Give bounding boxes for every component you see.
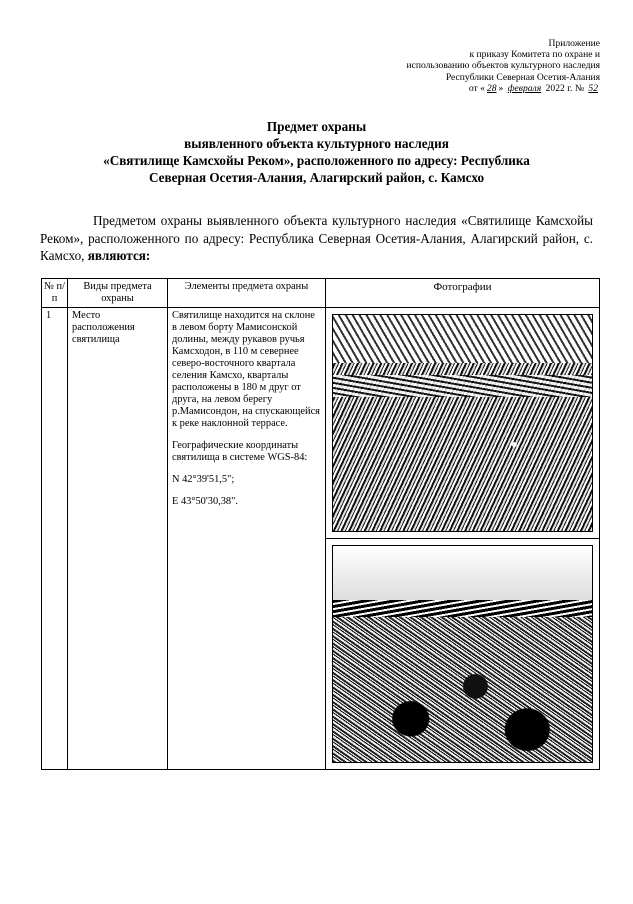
header-types: Виды предмета охраны — [68, 279, 168, 308]
cell-elements — [168, 308, 326, 770]
table-header-row — [42, 279, 600, 308]
header-num: № п/п — [42, 279, 68, 308]
protection-table — [41, 278, 600, 770]
coords-label: Географические координаты святилища в системе WGS-84: — [172, 440, 308, 463]
cell-num: 1 — [42, 308, 68, 770]
header-elements: Элементы предмета охраны — [168, 279, 326, 308]
order-number: 52 — [588, 82, 598, 94]
title-line-1: Предмет охраны — [266, 119, 367, 134]
longitude: E 43°50'30,38". — [172, 496, 238, 507]
intro-text: Предметом охраны выявленного объекта культурного наследия «Святилище Камсхойы Реком», расположенного по адресу: Республика Северная Осетия-Алания, Алагирский район, с. Камсхо, — [40, 213, 593, 263]
date-year: 2022 г. № — [545, 82, 584, 94]
cell-photo-2 — [326, 539, 600, 770]
table-row — [42, 308, 600, 539]
intro-bold-tail: являются: — [84, 248, 151, 263]
cell-type: Место расположения святилища — [68, 308, 168, 770]
date-month: февраля — [507, 82, 542, 94]
rocks-photo — [332, 545, 593, 763]
appendix-line-4: Республики Северная Осетия-Алания — [445, 71, 600, 83]
title-line-3: «Святилище Камсхойы Реком», расположенного по адресу: Республика — [103, 153, 530, 168]
cell-photo-1 — [326, 308, 600, 539]
header-photos: Фотографии — [326, 279, 600, 308]
appendix-date-line — [340, 83, 600, 94]
appendix-line-2: к приказу Комитета по охране и — [469, 49, 600, 61]
appendix-line-3: использованию объектов культурного наследия — [406, 60, 600, 72]
appendix-block — [340, 38, 600, 94]
appendix-line-1: Приложение — [548, 38, 600, 49]
latitude: N 42°39'51,5"; — [172, 474, 235, 485]
intro-paragraph — [40, 212, 593, 265]
date-day: 28 — [486, 82, 497, 94]
title-line-4: Северная Осетия-Алания, Алагирский район, с. Камсхо — [148, 170, 485, 185]
location-description: Святилище находится на склоне в левом борту Мамисонской долины, между рукавов ручья Камсходон, в 110 м севернее северо-восточного квартала селения Камсхо, кварталы расположены в 180 м друг от друга, на левом берегу р.Мамисондон, на спускающейся к реке наклонной террасе. — [172, 310, 320, 429]
title-line-2: выявленного объекта культурного наследия — [184, 136, 449, 151]
landscape-photo — [332, 314, 593, 532]
document-title — [40, 118, 593, 186]
date-prefix: от « — [468, 82, 485, 94]
date-mid: » — [498, 82, 504, 94]
